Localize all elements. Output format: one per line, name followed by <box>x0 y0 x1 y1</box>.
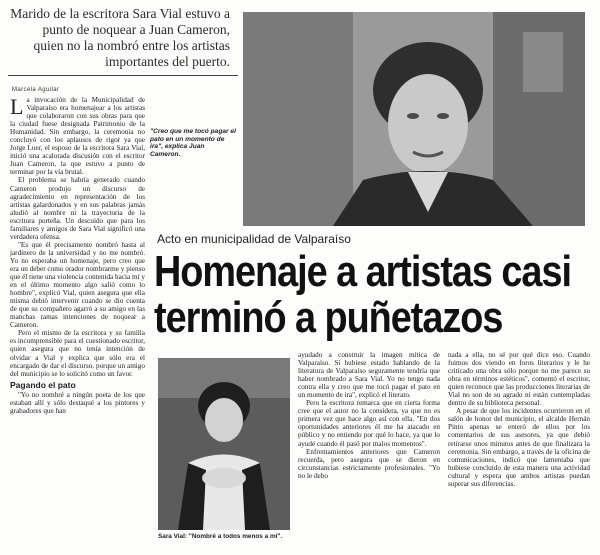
paragraph-text: ayudado a construir la imagen mítica de Valparaíso. Si hubiese estado hablando de la literatura de Valparaíso seguramente tendría que haber nombrado a Sara Vial. Yo no tengo nada contra ella y creo que me tocó pagar el pato en un momento de ira", explicó el literato. <box>298 351 440 400</box>
paragraph <box>448 351 590 407</box>
portrait-man-image <box>243 12 585 226</box>
paragraph <box>10 96 145 176</box>
paragraph-text: Pero la escritora remarca que en cierta forma cree que el autor no la considera, ya que no es primera vez que hace algo así con ella. "En dos oportunidades anteriores él me ha atacado en público y no entiendo por qué lo hace, ya que lo ayudé cuando él pasó por malos momentos". <box>298 399 440 448</box>
byline: Marcela Aguilar <box>12 87 60 93</box>
paragraph <box>298 448 440 480</box>
paragraph-text: El problema se habría generado cuando Cameron produjo un discurso de agradecimiento en representación de los artistas galardonados y en sus palabras jamás aludió al nombre ni la trayectoria de la escritora porteña. Un descuido que para los familiares y amigos de Sara Vial significó una verdadera ofensa. <box>10 176 145 241</box>
body-column-3 <box>448 351 590 488</box>
paragraph-text: a invocación de la Municipalidad de Valparaíso era homenajear a los artistas que colaboraron con sus obras para que la ciudad fuese designada Patrimonio de la Humanidad. Sin embargo, la ceremonia no concluyó con los aplausos de rigor ya que Jorge Luer, el esposo de la escritora Sara Vial, inició una acalorada discusión con el escritor Juan Cameron, la que estuvo a punto de terminar por la vía brutal. <box>10 96 145 177</box>
paragraph-text: nada a ella, no sé por qué dice eso. Cuando fuimos dos viendo en foros literarios y le he criticado una obra sólo porque no me parece su obra en términos estéticos", comentó el escritor, quien reconoce que las producciones literarias de Vial no son de su agrado ni están contempladas dentro de su biblioteca personal. <box>448 351 590 408</box>
headline <box>154 247 571 342</box>
photo-sara-vial <box>158 358 290 530</box>
body-column-1 <box>10 96 145 415</box>
paragraph-text: Pagando el pato <box>10 379 76 390</box>
paragraph <box>298 351 440 399</box>
body-column-2 <box>298 351 440 480</box>
headline-line-2: terminó a puñetazos <box>154 293 503 342</box>
headline-line-1: Homenaje a artistas casi <box>154 247 571 296</box>
photo-caption-cameron: "Creo que me tocó pagar el pato en un momento de ira", explica Juan Cameron. <box>150 128 236 158</box>
subheading <box>10 381 145 389</box>
portrait-woman-image <box>158 358 290 530</box>
paragraph-text: "Yo no nombré a ningún poeta de los que estaban allí y sólo destaqué a los pintores y grabadores que han <box>10 390 145 415</box>
paragraph <box>298 399 440 447</box>
paragraph <box>10 391 145 415</box>
paragraph-text: Enfrentamientos anteriores que Cameron recuerda, pero asegura que se dieron en circunstancias estrictamente profesionales. "Yo no le debo <box>298 447 440 480</box>
paragraph <box>448 407 590 487</box>
paragraph <box>10 329 145 377</box>
paragraph <box>10 241 145 330</box>
kicker: Acto en municipalidad de Valparaíso <box>157 232 351 246</box>
deck-rule <box>8 75 238 76</box>
drop-cap: L <box>10 94 24 119</box>
photo-caption-vial: Sara Vial: "Nombré a todos menos a mí". <box>158 533 283 540</box>
paragraph-text: Pero el mismo de la escritora y su familia es incomprensible para el cuestionado escritor, quien asegura que no tenía intención de olvidar a Vial y explica que sólo era el encargado de dar el discurso, porque un amigo del municipio se lo solicitó como un favor. <box>10 329 145 378</box>
paragraph <box>10 176 145 240</box>
photo-juan-cameron <box>243 12 585 226</box>
paragraph-text: "Es que él precisamente nombró hasta al jardinero de la universidad y no me nombró. Yo no esperaba un homenaje, pero creo que era un deber como orador nombrarme y pienso que él tiene una violencia contenida hacia mí y en el último momento algo salió como lo hombre", explicó Vial, quien asegura que ella misma debió intervenir cuando se dio cuenta de que su compañero agarró a su amigo en las manchas ramas intenciones de noquear a Cameron. <box>10 240 145 330</box>
paragraph-text: A pesar de que los incidentes ocurrieron en el salón de honor del municipio, el alcalde Hernán Pinto apenas se enteró de ellos por los comentarios de sus asesores, ya que debió retirarse unos minutos antes de que finalizara la ceremonia. Sin embargo, a través de la oficina de comunicaciones, indicó que lamentaba que hubiese concluido de esta manera una actividad cultural y espera que ambos artistas puedan superar sus diferencias. <box>448 407 590 488</box>
article-deck: Marido de la escritora Sara Vial estuvo a punto de noquear a Juan Cameron, quien no la nombró entre los artistas importantes del puerto. <box>10 6 230 69</box>
